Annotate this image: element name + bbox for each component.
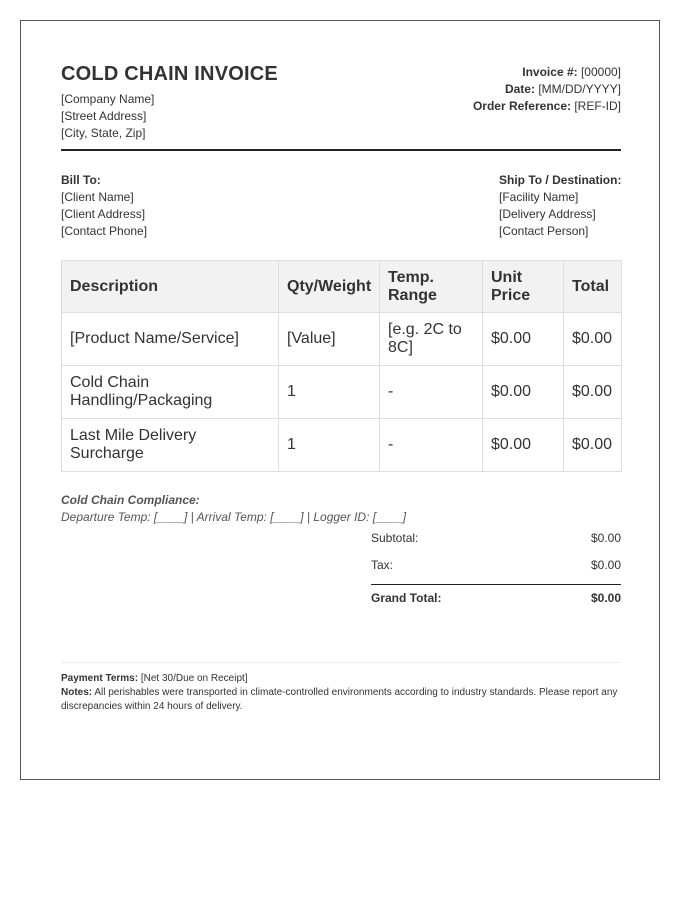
item-qty: 1 [279, 419, 380, 472]
company-info [61, 91, 154, 142]
invoice-header [61, 63, 621, 153]
notes-text: All perishables were transported in climate-controlled environments according to industry standards. Please report any discrepancies within 24 hours of delivery. [61, 687, 618, 712]
payment-terms-label: Payment Terms: [61, 673, 139, 684]
table-header-row [62, 261, 622, 313]
grand-total-value: $0.00 [590, 591, 621, 605]
item-unit-price: $0.00 [483, 313, 564, 366]
item-description: [Product Name/Service] [62, 313, 279, 366]
column-header-qty: Qty/Weight [279, 261, 380, 313]
notes-label: Notes: [61, 687, 93, 698]
item-temp-range: [e.g. 2C to 8C] [380, 313, 483, 366]
order-reference [473, 98, 621, 115]
footer-divider [61, 662, 621, 663]
order-reference-label: Order Reference: [472, 99, 571, 113]
item-description: Cold Chain Handling/Packaging [62, 366, 279, 419]
compliance-block [61, 492, 406, 526]
invoice-date-label: Date: [504, 82, 535, 96]
ship-to-block [499, 172, 621, 240]
line-items-table [61, 260, 622, 472]
item-unit-price: $0.00 [483, 419, 564, 472]
grand-total-row [371, 584, 621, 612]
invoice-meta [473, 64, 621, 115]
company-street: [Street Address] [61, 109, 147, 123]
payment-terms-value: [Net 30/Due on Receipt] [138, 673, 248, 684]
subtotal-label: Subtotal: [371, 531, 419, 545]
invoice-title: COLD CHAIN INVOICE [61, 63, 278, 85]
invoice-number-value: [00000] [577, 65, 621, 79]
column-header-description: Description [62, 261, 279, 313]
order-reference-value: [REF-ID] [571, 99, 621, 113]
item-temp-range: - [380, 366, 483, 419]
client-phone: [Contact Phone] [61, 224, 148, 238]
invoice-date [473, 81, 621, 98]
item-temp-range: - [380, 419, 483, 472]
tax-label: Tax: [371, 558, 394, 572]
notes [61, 686, 623, 714]
delivery-address: [Delivery Address] [499, 207, 596, 221]
contact-person: [Contact Person] [499, 224, 589, 238]
header-divider [61, 149, 621, 151]
compliance-fields: Departure Temp: [____] | Arrival Temp: [____] | Logger ID: [____] [61, 510, 407, 524]
subtotal-value: $0.00 [590, 531, 621, 545]
item-qty: 1 [279, 366, 380, 419]
client-address: [Client Address] [61, 207, 146, 221]
tax-value: $0.00 [590, 558, 621, 572]
subtotal-row [371, 528, 621, 555]
totals-block [371, 528, 621, 612]
item-qty: [Value] [279, 313, 380, 366]
tax-row [371, 555, 621, 582]
facility-name: [Facility Name] [499, 190, 579, 204]
company-city: [City, State, Zip] [61, 126, 146, 140]
invoice-footer [61, 672, 623, 714]
item-total: $0.00 [564, 313, 622, 366]
invoice-number [473, 64, 621, 81]
column-header-unit-price: Unit Price [483, 261, 564, 313]
item-total: $0.00 [564, 419, 622, 472]
item-description: Last Mile Delivery Surcharge [62, 419, 279, 472]
table-row [62, 313, 622, 366]
table-row [62, 419, 622, 472]
invoice-number-label: Invoice #: [522, 65, 578, 79]
bill-to-block [61, 172, 147, 240]
column-header-total: Total [564, 261, 622, 313]
company-name: [Company Name] [61, 92, 155, 106]
invoice-page [20, 20, 660, 780]
invoice-date-value: [MM/DD/YYYY] [534, 82, 621, 96]
column-header-temp: Temp. Range [380, 261, 483, 313]
payment-terms [61, 672, 623, 686]
item-unit-price: $0.00 [483, 366, 564, 419]
compliance-heading: Cold Chain Compliance: [61, 493, 200, 507]
bill-to-heading: Bill To: [61, 173, 101, 187]
table-row [62, 366, 622, 419]
grand-total-label: Grand Total: [371, 591, 442, 605]
ship-to-heading: Ship To / Destination: [499, 173, 622, 187]
client-name: [Client Name] [61, 190, 134, 204]
item-total: $0.00 [564, 366, 622, 419]
